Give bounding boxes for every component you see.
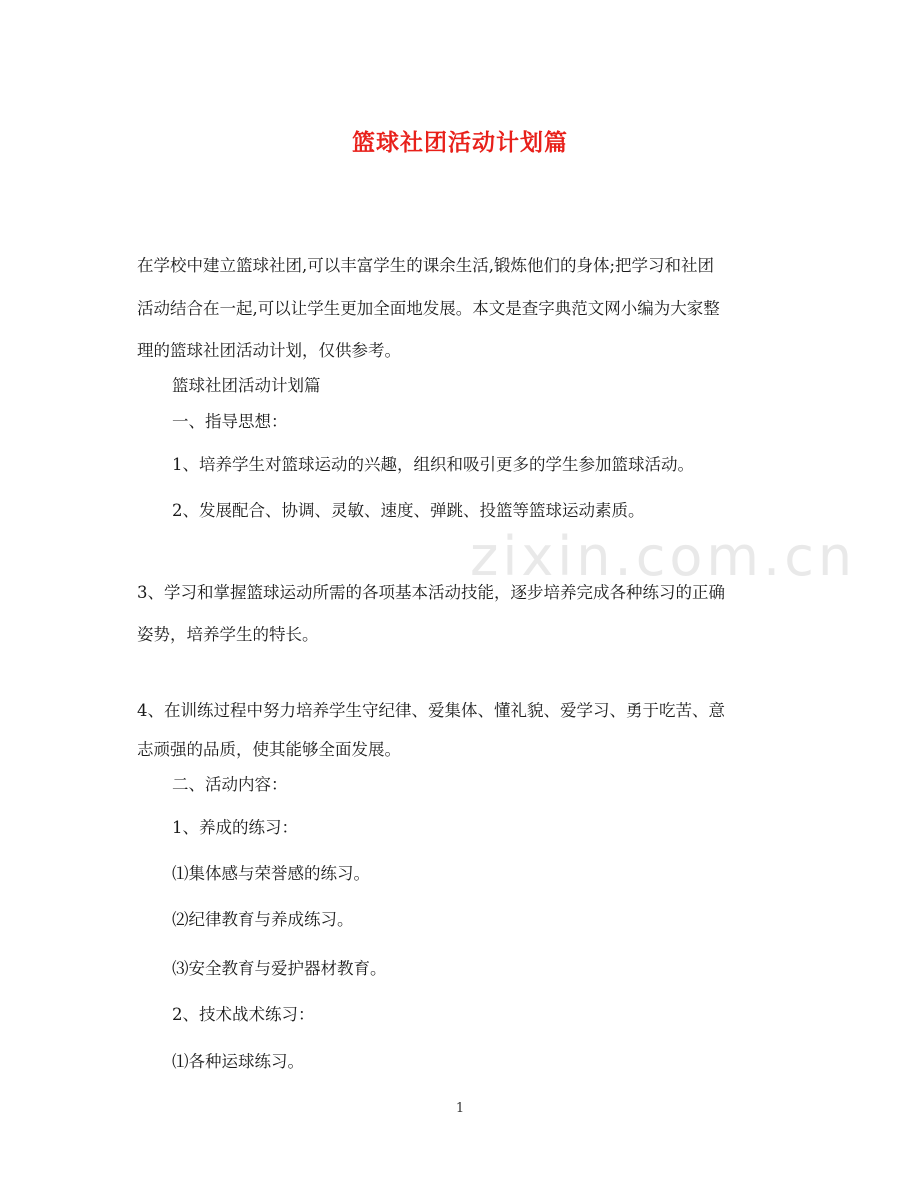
- subsection-heading-2: 2、技术战术练习：: [172, 1005, 315, 1024]
- list-item-1: 1、培养学生对篮球运动的兴趣，组织和吸引更多的学生参加篮球活动。: [172, 455, 694, 474]
- subsection-1-item-1: ⑴集体感与荣誉感的练习。: [172, 864, 370, 883]
- intro-line-2: 活动结合在一起,可以让学生更加全面地发展。本文是查字典范文网小编为大家整: [137, 299, 720, 318]
- page-number: 1: [455, 1101, 465, 1116]
- subtitle: 篮球社团活动计划篇: [172, 376, 321, 395]
- list-item-4-line-2: 志顽强的品质，使其能够全面发展。: [137, 740, 401, 759]
- subsection-1-item-3: ⑶安全教育与爱护器材教育。: [172, 959, 387, 978]
- section-heading-2: 二、活动内容：: [172, 775, 288, 794]
- subsection-heading-1: 1、养成的练习：: [172, 818, 298, 837]
- watermark: zixin.com.cn: [470, 525, 857, 588]
- subsection-2-item-1: ⑴各种运球练习。: [172, 1052, 304, 1071]
- list-item-3-line-2: 姿势，培养学生的特长。: [137, 625, 319, 644]
- intro-line-1: 在学校中建立篮球社团,可以丰富学生的课余生活,锻炼他们的身体;把学习和社团: [137, 256, 715, 275]
- subsection-1-item-2: ⑵纪律教育与养成练习。: [172, 910, 354, 929]
- section-heading-1: 一、指导思想：: [172, 412, 288, 431]
- document-title: 篮球社团活动计划篇: [352, 129, 568, 156]
- list-item-4-line-1: 4、在训练过程中努力培养学生守纪律、爱集体、懂礼貌、爱学习、勇于吃苦、意: [137, 701, 725, 720]
- intro-line-3: 理的篮球社团活动计划，仅供参考。: [137, 341, 401, 360]
- list-item-2: 2、发展配合、协调、灵敏、速度、弹跳、投篮等篮球运动素质。: [172, 501, 645, 520]
- list-item-3-line-1: 3、学习和掌握篮球运动所需的各项基本活动技能，逐步培养完成各种练习的正确: [137, 583, 725, 602]
